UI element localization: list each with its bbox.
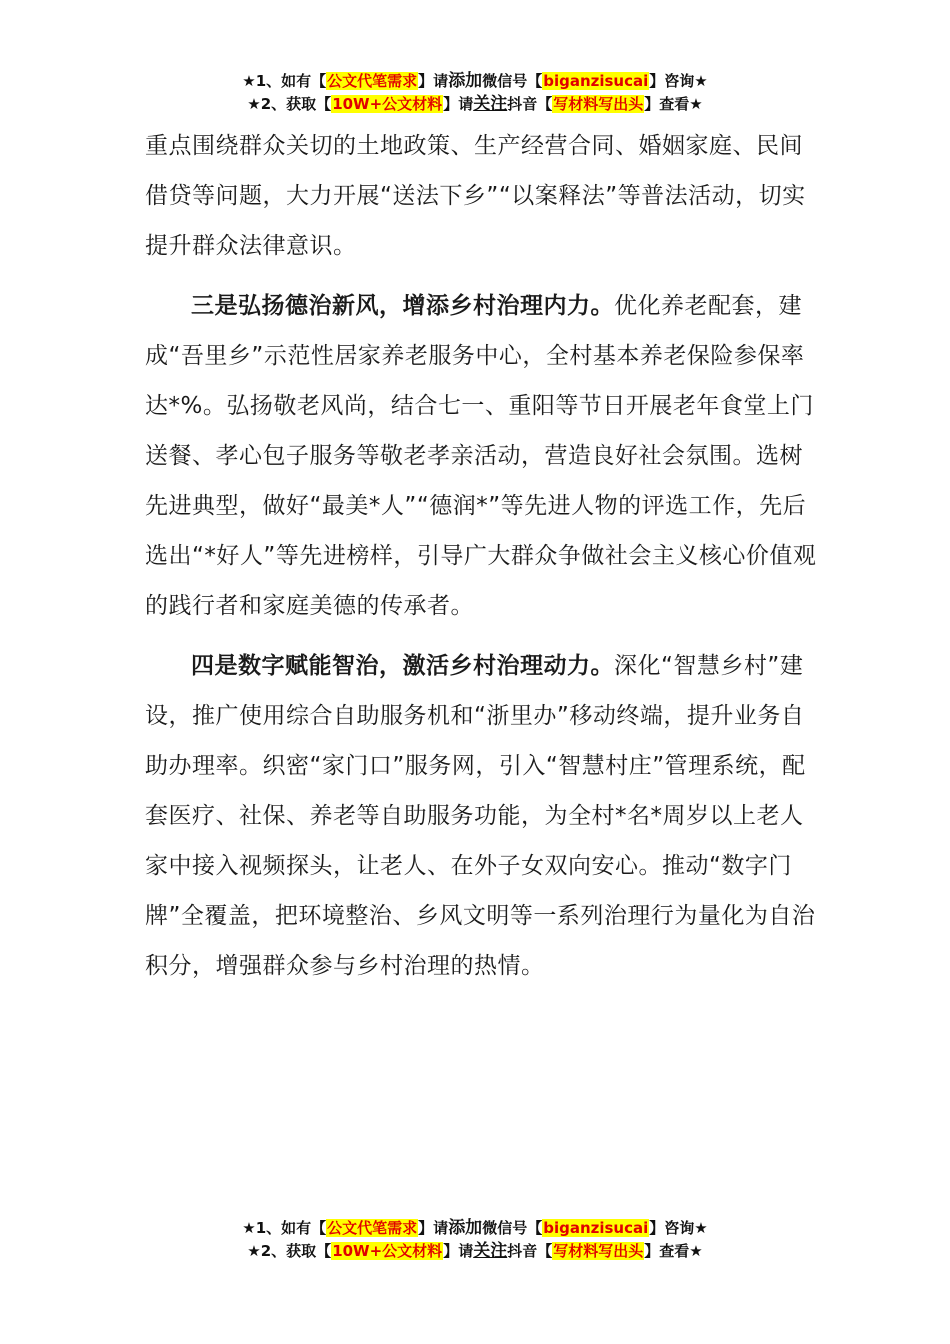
banner-text: 】请 (443, 1242, 474, 1260)
banner-emphasis: 关注 (473, 1241, 508, 1261)
banner-highlight: 公文代笔需求 (327, 1219, 418, 1237)
banner-text: ★1、如有【 (242, 1219, 327, 1237)
banner-douyin-id: 写材料写出头 (553, 95, 644, 113)
banner-text: 】咨询★ (649, 72, 708, 90)
banner-text: 】请 (443, 95, 474, 113)
banner-text: 】请 (418, 72, 449, 90)
banner-highlight: 10W+公文材料 (332, 1242, 443, 1260)
banner-highlight: 10W+公文材料 (332, 95, 443, 113)
banner-line-2 (0, 93, 950, 116)
banner-emphasis: 关注 (473, 94, 508, 114)
paragraph-digital-governance (145, 641, 817, 991)
paragraph-rule-of-virtue (145, 281, 817, 631)
paragraph-text: 深化“智慧乡村”建设，推广使用综合自助服务机和“浙里办”移动终端，提升业务自助办理率。织密“家门口”服务网，引入“智慧村庄”管理系统，配套医疗、社保、养老等自助服务功能，为全村*名*周岁以上老人家中接入视频探头，让老人、在外子女双向安心。推动“数字门牌”全覆盖，把环境整治、乡风文明等一系列治理行为量化为自治积分，增强群众参与乡村治理的热情。 (145, 653, 816, 979)
banner-text: 】咨询★ (649, 1219, 708, 1237)
banner-line-1 (0, 1217, 950, 1240)
banner-text: 微信号【 (482, 1219, 543, 1237)
banner-text: 】请 (418, 1219, 449, 1237)
banner-text: 】查看★ (644, 95, 703, 113)
header-banner (0, 70, 950, 116)
banner-wechat-id: biganzisucai (543, 1219, 649, 1237)
banner-line-2 (0, 1240, 950, 1263)
banner-highlight: 公文代笔需求 (327, 72, 418, 90)
banner-text: 】查看★ (644, 1242, 703, 1260)
banner-text: 抖音【 (507, 1242, 553, 1260)
banner-text: ★2、获取【 (247, 1242, 332, 1260)
banner-text: ★1、如有【 (242, 72, 327, 90)
banner-text: 微信号【 (482, 72, 543, 90)
paragraph-text: 优化养老配套，建成“吾里乡”示范性居家养老服务中心，全村基本养老保险参保率达*%。弘扬敬老风尚，结合七一、重阳等节日开展老年食堂上门送餐、孝心包子服务等敬老孝亲活动，营造良好社会氛围。选树先进典型，做好“最美*人”“德润*”等先进人物的评选工作，先后选出“*好人”等先进榜样，引导广大群众争做社会主义核心价值观的践行者和家庭美德的传承者。 (145, 293, 817, 619)
footer-banner (0, 1217, 950, 1263)
banner-text: 抖音【 (507, 95, 553, 113)
banner-line-1 (0, 70, 950, 93)
banner-emphasis: 添加 (448, 71, 483, 91)
banner-douyin-id: 写材料写出头 (553, 1242, 644, 1260)
paragraph-continued: 重点围绕群众关切的土地政策、生产经营合同、婚姻家庭、民间借贷等问题，大力开展“送法下乡”“以案释法”等普法活动，切实提升群众法律意识。 (145, 133, 806, 259)
banner-wechat-id: biganzisucai (543, 72, 649, 90)
banner-emphasis: 添加 (448, 1218, 483, 1238)
paragraph-heading: 四是数字赋能智治，激活乡村治理动力。 (191, 653, 614, 679)
document-body (145, 121, 817, 991)
paragraph-heading: 三是弘扬德治新风，增添乡村治理内力。 (191, 293, 614, 319)
banner-text: ★2、获取【 (247, 95, 332, 113)
